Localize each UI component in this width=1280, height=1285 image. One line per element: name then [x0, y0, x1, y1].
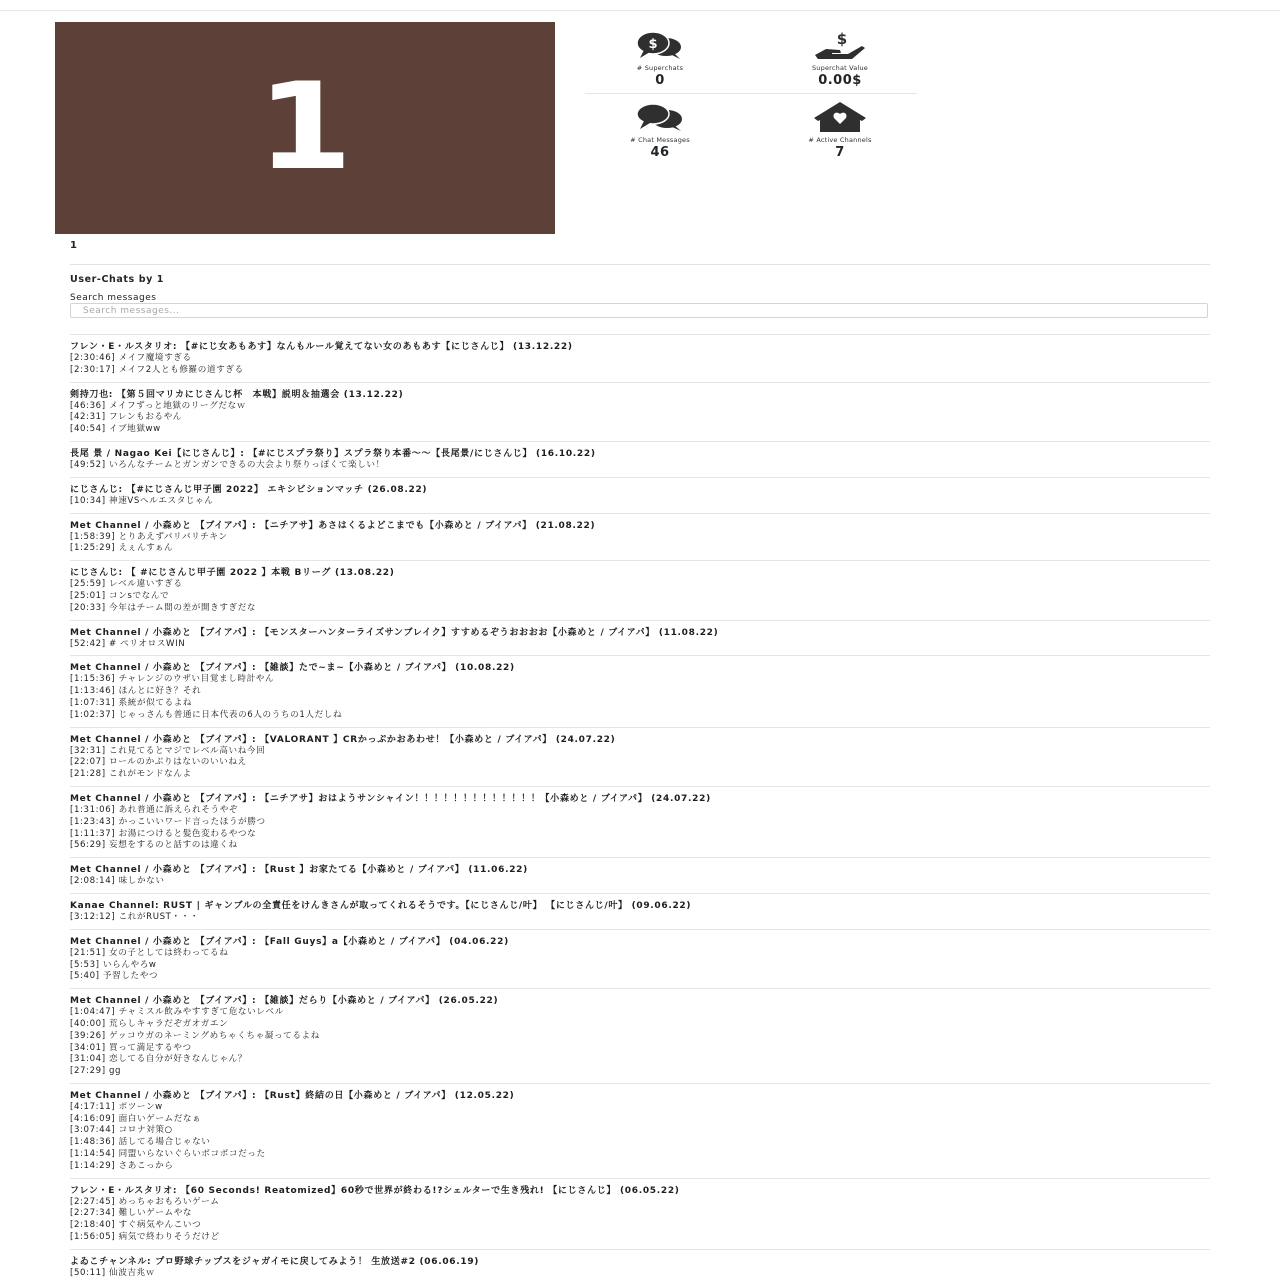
- video-title[interactable]: Met Channel / 小森めと 【ブイアパ】: 【ニチアサ】おはようサンシャイン！！！！！！！！！！！！！【小森めと / ブイアパ】 (24.07.22): [70, 793, 711, 804]
- stat-value: 7: [835, 145, 845, 160]
- chat-message: [1:14:54] 同盟いらないぐらいボコボコだった: [70, 1149, 266, 1160]
- video-group: [70, 857, 1210, 893]
- video-group: [70, 334, 1210, 382]
- stat-superchats: [585, 28, 735, 88]
- chat-message: [2:27:45] めっちゃおもろいゲーム: [70, 1196, 220, 1207]
- stat-value: 0.00$: [818, 73, 862, 88]
- chat-message: [32:31] これ見てるとマジでレベル高いね今回: [70, 745, 266, 756]
- chat-message: [49:52] いろんなチームとガンガンできるの大会より祭りっぽくて楽しい！: [70, 459, 385, 470]
- video-title[interactable]: よゐこチャンネル: プロ野球チップスをジャガイモに戻してみよう！ 生放送#2 (06.06.19): [70, 1256, 480, 1267]
- chat-message: [1:31:06] あれ普通に訴えられそうやぞ: [70, 804, 239, 815]
- video-group: [70, 1178, 1210, 1249]
- video-title[interactable]: Met Channel / 小森めと 【ブイアパ】: 【雑談】たで~ま~【小森めと / ブイアパ】 (10.08.22): [70, 663, 515, 674]
- chat-message: [42:31] フレンもおるやん: [70, 412, 182, 423]
- video-title[interactable]: Met Channel / 小森めと 【ブイアパ】: 【Rust】終結の日【小森めと / ブイアパ】 (12.05.22): [70, 1090, 515, 1101]
- video-group: [70, 1083, 1210, 1178]
- video-group: [70, 382, 1210, 441]
- chat-message: [56:29] 妄想をするのと話すのは違くね: [70, 840, 238, 851]
- superchat-icon: [630, 28, 690, 62]
- video-group: [70, 560, 1210, 619]
- stats-divider: [585, 93, 917, 94]
- avatar: [55, 22, 555, 234]
- video-group: [70, 477, 1210, 513]
- video-title[interactable]: Met Channel / 小森めと 【ブイアパ】: 【モンスターハンターライズサンブレイク】すすめるぞうおおおお【小森めと / ブイアパ】 (11.08.22): [70, 627, 719, 638]
- video-group: [70, 786, 1210, 857]
- chat-message: [5:40] 予習したやつ: [70, 971, 159, 982]
- video-title[interactable]: フレン・E・ルスタリオ: 【60 Seconds! Reatomized】60秒で世界が終わる!?シェルターで生き残れ! 【にじさんじ】 (06.05.22): [70, 1185, 680, 1196]
- chat-message: [2:18:40] すぐ病気やんこいつ: [70, 1220, 202, 1231]
- video-title[interactable]: にじさんじ: 【#にじさんじ甲子園 2022】 エキシビションマッチ (26.08.22): [70, 484, 428, 495]
- video-title[interactable]: Met Channel / 小森めと 【ブイアパ】: 【雑談】だらり【小森めと / ブイアパ】 (26.05.22): [70, 996, 499, 1007]
- stat-label: # Superchats: [636, 64, 684, 72]
- video-group: [70, 929, 1210, 988]
- video-group: [70, 441, 1210, 477]
- chat-message: [21:28] これがモンドなんよ: [70, 769, 192, 780]
- chat-message: [10:34] 神速VSヘルエスタじゃん: [70, 495, 214, 506]
- chat-message: [4:17:11] ポツーンw: [70, 1101, 163, 1112]
- video-title[interactable]: Met Channel / 小森めと 【ブイアパ】: 【ニチアサ】あさはくるよどこまでも【小森めと / ブイアパ】 (21.08.22): [70, 520, 596, 531]
- chat-message: [1:56:05] 病気で終わりそうだけど: [70, 1232, 220, 1243]
- chat-message: [27:29] gg: [70, 1066, 122, 1077]
- chat-message: [34:01] 買って満足するやつ: [70, 1042, 192, 1053]
- chat-message: [20:33] 今年はチーム間の差が開きすぎだな: [70, 602, 257, 613]
- chat-bubbles-icon: [630, 100, 690, 134]
- video-title[interactable]: 剣持刀也: 【第５回マリカにじさんじ杯 本戦】説明＆抽選会 (13.12.22): [70, 389, 404, 400]
- top-divider: [0, 10, 1280, 11]
- video-group: [70, 893, 1210, 929]
- chat-message: [1:25:29] えぇんすぁん: [70, 543, 174, 554]
- chat-message: [31:04] 恋してる自分が好きなんじゃん？: [70, 1054, 247, 1065]
- chat-message: [1:23:43] かっこいいワード言ったほうが勝つ: [70, 816, 266, 827]
- video-group: [70, 727, 1210, 786]
- house-icon: [810, 100, 870, 134]
- chat-message: [22:07] ロールのかぶりはないのいいねえ: [70, 757, 247, 768]
- stat-active-channels: [765, 100, 915, 160]
- chat-message: [4:16:09] 面白いゲームだなぁ: [70, 1113, 202, 1124]
- avatar-initial: 1: [256, 58, 354, 197]
- chat-message: [40:00] 荒らしキャラだぞガオガエン: [70, 1018, 229, 1029]
- video-title[interactable]: 長尾 景 / Nagao Kei【にじさんじ】: 【#にじスプラ祭り】スプラ祭り本番〜〜【長尾景/にじさんじ】 (16.10.22): [70, 448, 596, 459]
- search-input[interactable]: [70, 303, 1208, 318]
- stat-label: # Active Channels: [808, 136, 872, 144]
- chat-message: [1:58:39] とりあえずパリパリチキン: [70, 531, 228, 542]
- chat-message: [3:12:12] これがRUST・・・: [70, 911, 200, 922]
- stat-value: 46: [650, 145, 670, 160]
- chat-message: [3:07:44] コロナ対策○: [70, 1125, 173, 1136]
- chat-message: [1:15:36] チャレンジのウザい目覚まし時計やん: [70, 674, 275, 685]
- video-title[interactable]: Met Channel / 小森めと 【ブイアパ】: 【Fall Guys】a【小森めと / ブイアパ】 (04.06.22): [70, 936, 509, 947]
- stat-chat-messages: [585, 100, 735, 160]
- video-title[interactable]: にじさんじ: 【 #にじさんじ甲子園 2022 】本戦 Bリーグ (13.08.22): [70, 568, 395, 579]
- video-group: [70, 1249, 1210, 1285]
- stat-label: Superchat Value: [811, 64, 869, 72]
- video-group: [70, 988, 1210, 1083]
- stat-value: 0: [655, 73, 665, 88]
- video-group: [70, 620, 1210, 656]
- search-label: Search messages: [70, 293, 157, 303]
- video-title[interactable]: Met Channel / 小森めと 【ブイアパ】: 【Rust 】お家たてる【小森めと / ブイアパ】 (11.06.22): [70, 865, 528, 876]
- chat-message: [1:04:47] チャミスル飲みやすすぎて危ないレベル: [70, 1007, 284, 1018]
- chat-message: [2:30:46] メイフ魔境すぎる: [70, 353, 192, 363]
- section-title: User-Chats by 1: [70, 274, 164, 285]
- video-group: [70, 513, 1210, 561]
- section-divider: [70, 264, 1210, 265]
- money-hand-icon: [810, 28, 870, 62]
- video-title[interactable]: Kanae Channel: RUST | ギャンブルの全責任をけんきさんが取ってくれるそうです。【にじさんじ/叶】 【にじさんじ/叶】 (09.06.22): [70, 900, 692, 911]
- chat-message: [1:02:37] じゃっさんも普通に日本代表の6人のうちの1人だしね: [70, 709, 343, 720]
- chat-message: [25:01] コンsでなんで: [70, 590, 170, 601]
- video-title[interactable]: フレン・E・ルスタリオ: 【#にじ女あもあす】なんもルール覚えてない女のあもあす【にじさんじ】 (13.12.22): [70, 342, 573, 352]
- chat-message: [1:48:36] 話してる場合じゃない: [70, 1137, 211, 1148]
- chat-message: [1:11:37] お湯につけると髪色変わるやつな: [70, 828, 257, 839]
- chat-message: [5:53] いらんやろw: [70, 959, 157, 970]
- chat-message: [39:26] ゲッコウガのネーミングめちゃくちゃ凝ってるよね: [70, 1030, 320, 1041]
- chat-message: [2:08:14] 味しかない: [70, 876, 165, 887]
- chat-message: [25:59] レベル違いすぎる: [70, 579, 183, 590]
- chat-message: [1:13:46] ほんとに好き？それ: [70, 686, 202, 697]
- chat-message: [40:54] イブ地獄ww: [70, 424, 161, 435]
- chat-message: [21:51] 女の子としては終わってるね: [70, 947, 229, 958]
- svg-text:$: $: [648, 37, 658, 52]
- chat-message: [52:42] # ペリオロスWIN: [70, 638, 186, 649]
- username: 1: [70, 240, 77, 251]
- stats-panel: [585, 28, 917, 176]
- video-title[interactable]: Met Channel / 小森めと 【ブイアパ】: 【VALORANT 】CRかっぷかおあわせ！【小森めと / ブイアパ】 (24.07.22): [70, 734, 616, 745]
- stat-label: # Chat Messages: [630, 136, 690, 144]
- chat-message: [46:36] メイフずっと地獄のリーグだなｗ: [70, 400, 246, 411]
- chat-message: [2:30:17] メイフ2人とも修羅の道すぎる: [70, 364, 244, 375]
- chat-message: [1:14:29] さあこっから: [70, 1160, 174, 1171]
- chat-results: [70, 334, 1210, 1285]
- chat-message: [2:27:34] 難しいゲームやな: [70, 1208, 193, 1219]
- chat-message: [1:07:31] 系統が似てるよね: [70, 697, 193, 708]
- chat-message: [50:11] 仙波吉兆ｗ: [70, 1267, 155, 1278]
- svg-text:$: $: [836, 30, 848, 48]
- stat-superchat-value: [765, 28, 915, 88]
- video-group: [70, 655, 1210, 726]
